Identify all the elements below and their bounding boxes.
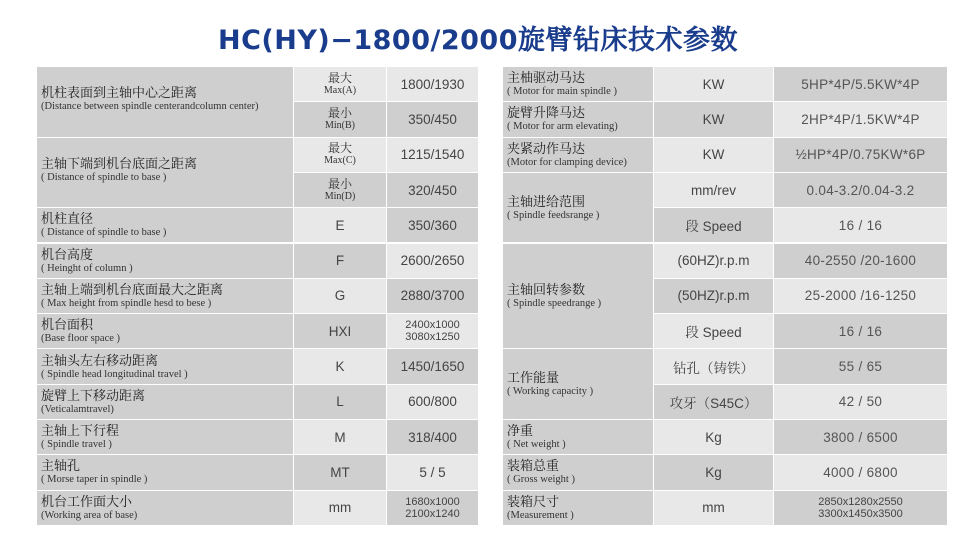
spec-name-en: ( Working capacity ) bbox=[507, 386, 594, 398]
spec-name-en: ( Max height from spindle hesd to bese ) bbox=[41, 297, 212, 309]
spec-unit bbox=[654, 244, 773, 278]
spec-code bbox=[294, 279, 386, 313]
spec-code-text: G bbox=[334, 288, 346, 304]
spec-row-label bbox=[37, 279, 293, 313]
spec-name-en: ( Spindle travel ) bbox=[41, 439, 112, 451]
spec-name: 主轴头左右移动距离 bbox=[41, 352, 159, 368]
spec-name: 主轴回转参数 bbox=[507, 281, 586, 297]
spec-name: 夹紧动作马达 bbox=[507, 140, 586, 156]
spec-value bbox=[774, 173, 947, 207]
spec-value bbox=[387, 385, 478, 419]
spec-value-text: 55 / 65 bbox=[838, 359, 883, 375]
spec-unit-text: KW bbox=[702, 147, 725, 163]
spec-unit bbox=[654, 208, 773, 242]
spec-unit bbox=[654, 349, 773, 383]
spec-name: 机柱直径 bbox=[41, 211, 94, 227]
spec-name-en: ( Spindle feedsrange ) bbox=[507, 209, 600, 221]
spec-row-label bbox=[503, 244, 653, 349]
spec-value bbox=[774, 455, 947, 489]
spec-value-text: 2880/3700 bbox=[400, 288, 465, 304]
spec-value-line: 1680x1000 bbox=[405, 495, 460, 508]
spec-name: 主轴进给范围 bbox=[507, 193, 586, 209]
spec-value-text: 1800/1930 bbox=[400, 76, 465, 92]
spec-value bbox=[387, 349, 478, 383]
spec-unit-text: 段 Speed bbox=[685, 325, 742, 341]
spec-code-text: E bbox=[335, 217, 345, 233]
spec-value-text: 5HP*4P/5.5KW*4P bbox=[801, 76, 920, 92]
spec-value bbox=[774, 314, 947, 348]
page-title: HC(HY)−1800/2000旋臂钻床技术参数 bbox=[217, 25, 739, 56]
spec-value bbox=[774, 208, 947, 242]
spec-code-text: HXI bbox=[328, 323, 352, 339]
spec-value bbox=[774, 138, 947, 172]
spec-name: 机台高度 bbox=[41, 246, 94, 262]
spec-value-text: 1450/1650 bbox=[400, 359, 465, 375]
spec-unit bbox=[654, 102, 773, 136]
spec-row-label bbox=[37, 455, 293, 489]
spec-value-text: 318/400 bbox=[408, 429, 457, 445]
spec-name-en: ( Net weight ) bbox=[507, 439, 566, 451]
spec-row-label bbox=[503, 173, 653, 243]
spec-value-line: 2400x1000 bbox=[405, 319, 460, 332]
spec-row-label bbox=[503, 455, 653, 489]
spec-value bbox=[387, 314, 478, 348]
spec-code bbox=[294, 349, 386, 383]
spec-name-en: ( Gross weight ) bbox=[507, 474, 575, 486]
spec-value-text: 25-2000 /16-1250 bbox=[804, 288, 917, 304]
spec-name-en: ( Morse taper in spindle ) bbox=[41, 474, 148, 486]
spec-value-line: 3300x1450x3500 bbox=[818, 507, 903, 520]
spec-name: 主轴下端到机台底面之距离 bbox=[41, 155, 198, 171]
spec-code-text: L bbox=[336, 394, 344, 410]
spec-row-label bbox=[37, 138, 293, 208]
spec-row-label bbox=[503, 349, 653, 419]
spec-unit bbox=[654, 138, 773, 172]
spec-name: 机台工作面大小 bbox=[41, 493, 133, 509]
spec-value-line: 3080x1250 bbox=[405, 331, 460, 344]
spec-unit bbox=[654, 491, 773, 525]
spec-value-text: 320/450 bbox=[408, 182, 457, 198]
spec-name-en: ( Distance of spindle to base ) bbox=[41, 171, 167, 183]
spec-code bbox=[294, 385, 386, 419]
spec-value bbox=[774, 279, 947, 313]
spec-value-text: 42 / 50 bbox=[838, 394, 883, 410]
spec-value bbox=[387, 279, 478, 313]
spec-row-label bbox=[37, 208, 293, 242]
sub-label bbox=[294, 173, 386, 207]
spec-value-text: ½HP*4P/0.75KW*6P bbox=[795, 147, 926, 163]
spec-code-text: M bbox=[334, 429, 346, 445]
spec-value-text: 16 / 16 bbox=[838, 323, 883, 339]
spec-unit bbox=[654, 173, 773, 207]
spec-unit bbox=[654, 314, 773, 348]
spec-name-en: ( Motor for main spindle ) bbox=[507, 86, 617, 98]
sub-label-en: Max(C) bbox=[324, 155, 356, 167]
spec-row-label bbox=[503, 138, 653, 172]
spec-unit-text: (50HZ)r.p.m bbox=[677, 288, 750, 304]
spec-code bbox=[294, 208, 386, 242]
sub-label bbox=[294, 138, 386, 172]
sub-label-en: Min(B) bbox=[325, 119, 355, 131]
spec-code bbox=[294, 314, 386, 348]
spec-name: 净重 bbox=[507, 423, 534, 439]
spec-name: 主柚驱动马达 bbox=[507, 70, 586, 86]
spec-name-en: (Working area of base) bbox=[41, 509, 138, 521]
spec-code bbox=[294, 491, 386, 525]
spec-name-en: (Veticalamtravel) bbox=[41, 403, 114, 415]
spec-unit-text: mm bbox=[702, 500, 725, 516]
sub-label-en: Min(D) bbox=[324, 190, 356, 202]
spec-row-label bbox=[37, 491, 293, 525]
spec-name-en: ( Spindle head longitudinal travel ) bbox=[41, 368, 188, 380]
spec-name: 装箱尺寸 bbox=[507, 493, 560, 509]
spec-name: 主轴孔 bbox=[41, 458, 81, 474]
spec-name: 主轴上下行程 bbox=[41, 423, 120, 439]
spec-value bbox=[774, 102, 947, 136]
spec-name: 机台面积 bbox=[41, 317, 94, 333]
spec-name: 装箱总重 bbox=[507, 458, 560, 474]
spec-value bbox=[387, 102, 478, 136]
spec-value-text: 4000 / 6800 bbox=[823, 464, 898, 480]
spec-unit-text: 攻牙（S45C） bbox=[669, 395, 758, 411]
spec-name-en: (Distance between spindle centerandcolumn center) bbox=[41, 101, 259, 112]
spec-value bbox=[774, 349, 947, 383]
spec-code-text: F bbox=[335, 253, 345, 269]
spec-value-text: 1215/1540 bbox=[400, 147, 465, 163]
spec-row-label bbox=[37, 314, 293, 348]
spec-value-text: 350/450 bbox=[408, 111, 457, 127]
spec-value-text: 16 / 16 bbox=[838, 217, 883, 233]
spec-name: 旋臂上下移动距离 bbox=[41, 387, 146, 403]
spec-value bbox=[387, 208, 478, 242]
spec-value bbox=[387, 173, 478, 207]
spec-value-text: 600/800 bbox=[408, 394, 457, 410]
spec-value bbox=[387, 244, 478, 278]
spec-value bbox=[774, 385, 947, 419]
spec-name-en: (Measurement ) bbox=[507, 509, 574, 521]
spec-unit-text: Kg bbox=[705, 464, 722, 480]
spec-name: 工作能量 bbox=[507, 370, 560, 386]
spec-unit bbox=[654, 420, 773, 454]
spec-code bbox=[294, 244, 386, 278]
spec-name: 主轴上端到机台底面最大之距离 bbox=[41, 281, 224, 297]
sub-label-cn: 最大 bbox=[327, 70, 352, 85]
spec-code bbox=[294, 455, 386, 489]
spec-name-en: ( Heinght of column ) bbox=[41, 262, 133, 274]
spec-value bbox=[387, 491, 478, 525]
spec-value-text: 2600/2650 bbox=[400, 253, 465, 269]
spec-unit-text: Kg bbox=[705, 429, 722, 445]
spec-name-en: ( Motor for arm elevating) bbox=[507, 121, 618, 133]
spec-value bbox=[774, 67, 947, 101]
spec-name: 旋臂升降马达 bbox=[507, 105, 586, 121]
sub-label bbox=[294, 67, 386, 101]
spec-row-label bbox=[37, 349, 293, 383]
spec-unit-text: (60HZ)r.p.m bbox=[677, 253, 750, 269]
spec-row-label bbox=[503, 491, 653, 525]
spec-value bbox=[774, 244, 947, 278]
spec-value-line: 2850x1280x2550 bbox=[818, 495, 903, 508]
spec-code-text: mm bbox=[328, 500, 352, 516]
spec-value bbox=[387, 455, 478, 489]
spec-code bbox=[294, 420, 386, 454]
spec-name-en: (Motor for clamping device) bbox=[507, 156, 627, 168]
spec-row-label bbox=[37, 67, 293, 137]
spec-value-line: 2100x1240 bbox=[405, 507, 460, 520]
spec-value-text: 5 / 5 bbox=[419, 464, 446, 480]
spec-row-label bbox=[37, 385, 293, 419]
spec-value-text: 3800 / 6500 bbox=[823, 429, 898, 445]
spec-name-en: ( Distance of spindle to base ) bbox=[41, 227, 167, 239]
spec-value bbox=[387, 67, 478, 101]
spec-unit bbox=[654, 385, 773, 419]
spec-code-text: MT bbox=[330, 464, 350, 480]
sub-label-cn: 最小 bbox=[327, 105, 352, 120]
spec-unit bbox=[654, 455, 773, 489]
spec-name-en: ( Spindle speedrange ) bbox=[507, 297, 602, 309]
sub-label bbox=[294, 102, 386, 136]
spec-code-text: K bbox=[335, 359, 345, 375]
spec-value bbox=[387, 138, 478, 172]
spec-value-text: 350/360 bbox=[408, 217, 457, 233]
spec-unit-text: 段 Speed bbox=[685, 219, 742, 235]
spec-value bbox=[774, 420, 947, 454]
spec-value-text: 0.04-3.2/0.04-3.2 bbox=[806, 182, 915, 198]
spec-name-en: (Base floor space ) bbox=[41, 333, 121, 345]
spec-unit bbox=[654, 279, 773, 313]
spec-row-label bbox=[37, 420, 293, 454]
spec-unit-text: KW bbox=[702, 111, 725, 127]
sub-label-cn: 最大 bbox=[327, 141, 352, 156]
spec-unit-text: KW bbox=[702, 76, 725, 92]
sub-label-cn: 最小 bbox=[327, 176, 352, 191]
spec-row-label bbox=[503, 420, 653, 454]
spec-unit-text: 钻孔（铸铁） bbox=[673, 360, 754, 376]
spec-value bbox=[387, 420, 478, 454]
spec-value-text: 40-2550 /20-1600 bbox=[804, 253, 917, 269]
spec-row-label bbox=[503, 102, 653, 136]
spec-row-label bbox=[37, 244, 293, 278]
sub-label-en: Max(A) bbox=[323, 84, 357, 96]
spec-value-text: 2HP*4P/1.5KW*4P bbox=[801, 111, 920, 127]
spec-value bbox=[774, 491, 947, 525]
spec-unit-text: mm/rev bbox=[691, 182, 736, 198]
spec-row-label bbox=[503, 67, 653, 101]
spec-unit bbox=[654, 67, 773, 101]
spec-name: 机柱表面到主轴中心之距离 bbox=[41, 85, 198, 100]
